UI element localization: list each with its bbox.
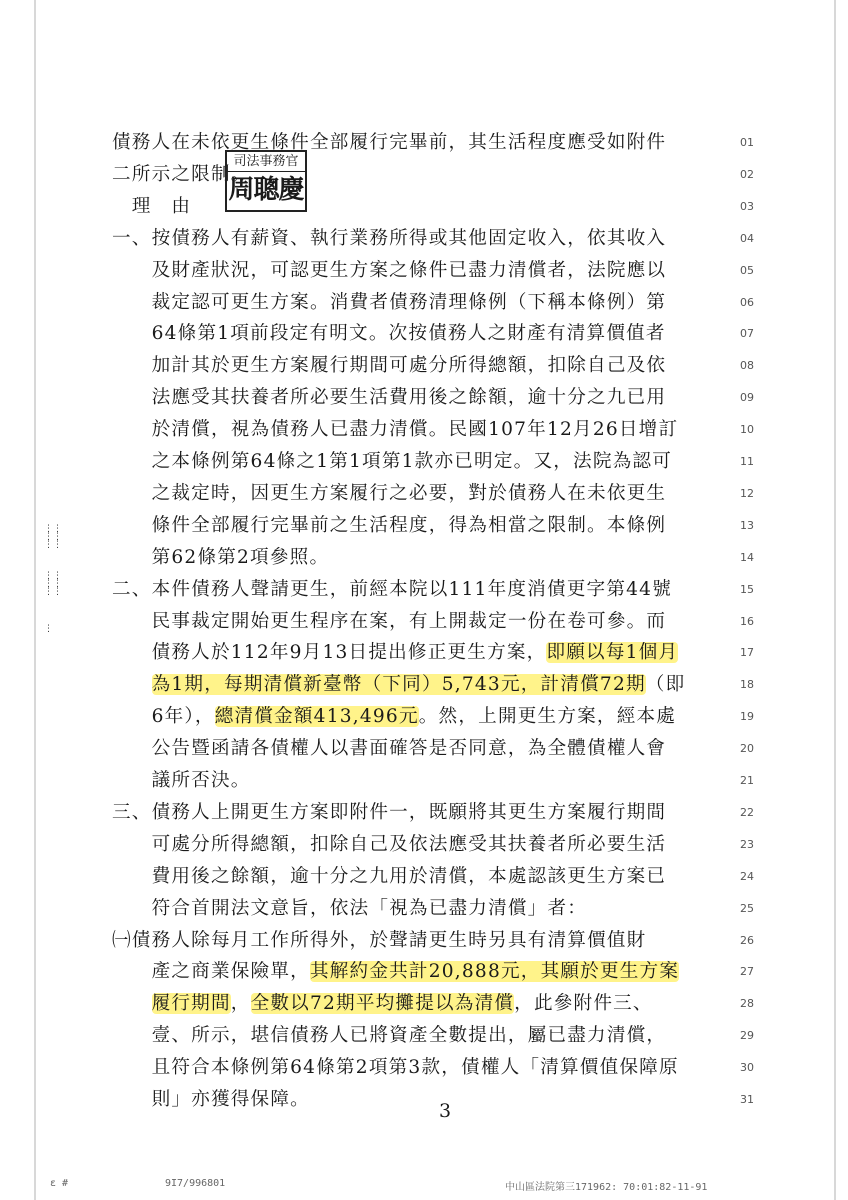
highlighted-text: 履行期間 xyxy=(151,993,231,1015)
stamp-title: 司法事務官 xyxy=(227,152,305,172)
document-line xyxy=(112,829,666,861)
footer-serial: 9I7/996801 xyxy=(165,1178,226,1189)
document-line xyxy=(112,765,251,797)
page-number: 3 xyxy=(439,1100,452,1122)
line-number: 20 xyxy=(740,742,754,756)
document-line xyxy=(112,669,685,701)
line-text: 議所否決。 xyxy=(112,770,251,791)
line-text: 民事裁定開始更生程序在案，有上開裁定一份在卷可參。而 xyxy=(112,610,667,632)
line-text: 裁定認可更生方案。消費者債務清理條例（下稱本條例）第 xyxy=(112,291,667,313)
line-text: ㈠債務人除每月工作所得外，於聲請更生時另具有清算價值財 xyxy=(112,929,647,951)
line-number: 05 xyxy=(740,263,754,277)
line-text: 且符合本條例第64條第2項第3款，債權人「清算價值保障原 xyxy=(112,1057,679,1079)
document-line xyxy=(112,350,666,382)
highlighted-text: 即願以每1個月 xyxy=(546,642,679,664)
document-line xyxy=(112,861,666,893)
line-text: 符合首開法文意旨，依法「視為已盡力清償」者： xyxy=(112,897,588,919)
document-line xyxy=(112,637,678,669)
line-number: 11 xyxy=(740,455,754,468)
line-text: 及財產狀況，可認更生方案之條件已盡力清償者，法院應以 xyxy=(112,259,667,281)
line-number: 03 xyxy=(740,199,754,213)
highlighted-text: 全數以72期平均攤提以為清償 xyxy=(250,993,515,1015)
document-line xyxy=(112,797,666,829)
document-line xyxy=(112,478,666,510)
line-number: 19 xyxy=(740,710,754,724)
document-line xyxy=(112,127,666,159)
document-line xyxy=(112,733,666,765)
line-number: 04 xyxy=(740,231,754,245)
line-text: 則」亦獲得保障。 xyxy=(112,1089,310,1110)
line-number: 13 xyxy=(740,518,754,532)
line-number: 30 xyxy=(740,1061,754,1075)
document-line xyxy=(112,574,672,606)
line-text: 二、本件債務人聲請更生，前經本院以111年度消債更字第44號 xyxy=(112,578,672,600)
document-line xyxy=(112,446,672,478)
line-number: 14 xyxy=(740,550,754,564)
line-text: 債務人於112年9月13日提出修正更生方案， xyxy=(112,642,547,664)
line-text: 加計其於更生方案履行期間可處分所得總額，扣除自己及依 xyxy=(112,355,667,377)
line-text: 公告暨函請各債權人以書面確答是否同意，為全體債權人會 xyxy=(112,738,667,760)
line-number: 15 xyxy=(740,582,754,596)
footer-left-mark: ε # xyxy=(50,1178,69,1189)
line-number: 09 xyxy=(740,391,754,405)
line-text: 。然，上開更生方案，經本處 xyxy=(418,706,677,728)
document-line xyxy=(112,1020,666,1052)
document-line xyxy=(112,318,666,350)
line-number: 22 xyxy=(740,805,754,819)
line-text: （即 xyxy=(645,674,686,696)
highlighted-text: 為1期，每期清償新臺幣（下同）5,743元，計清償72期 xyxy=(151,674,646,696)
document-line xyxy=(112,1052,679,1084)
document-line xyxy=(112,414,678,446)
line-number: 21 xyxy=(740,774,754,787)
line-number: 25 xyxy=(740,901,754,915)
line-text: 法應受其扶養者所必要生活費用後之餘額，逾十分之九已用 xyxy=(112,387,667,409)
line-number: 17 xyxy=(740,646,754,660)
line-text: ， xyxy=(230,993,251,1015)
binding-hole-marks-upper: ⋮⋮ ⋮⋮ ⋮⋮ xyxy=(44,524,62,550)
document-line xyxy=(112,287,666,319)
line-number: 29 xyxy=(740,1029,754,1043)
document-line xyxy=(112,988,653,1020)
page-edge-left xyxy=(34,0,36,1200)
line-number: 12 xyxy=(740,486,754,500)
line-text: 64條第1項前段定有明文。次按債務人之財產有清算價值者 xyxy=(112,323,666,345)
line-text: 費用後之餘額，逾十分之九用於清償，本處認該更生方案已 xyxy=(112,865,667,887)
page-edge-right xyxy=(834,0,836,1200)
document-line xyxy=(112,1084,310,1116)
line-text: 三、債務人上開更生方案即附件一，既願將其更生方案履行期間 xyxy=(112,801,667,823)
line-text: 可處分所得總額，扣除自己及依法應受其扶養者所必要生活 xyxy=(112,833,667,855)
line-number: 24 xyxy=(740,869,754,883)
line-number: 16 xyxy=(740,614,754,628)
document-line xyxy=(112,893,587,925)
line-number: 28 xyxy=(740,997,754,1011)
document-line xyxy=(112,606,666,638)
document-line xyxy=(112,382,666,414)
line-number: 07 xyxy=(740,327,754,341)
document-line xyxy=(112,701,676,733)
line-text: 條件全部履行完畢前之生活程度，得為相當之限制。本條例 xyxy=(112,514,667,536)
line-number: 08 xyxy=(740,359,754,373)
line-text: 一、按債務人有薪資、執行業務所得或其他固定收入，依其收入 xyxy=(112,227,667,249)
line-text xyxy=(112,674,152,695)
binding-hole-marks-middle: ⋮⋮ ⋮⋮ ⋮⋮ xyxy=(44,571,62,597)
line-number: 18 xyxy=(740,678,754,692)
document-line xyxy=(112,191,191,223)
highlighted-text: 總清償金額413,496元 xyxy=(214,706,419,728)
binding-hole-marks-lower: ⋮ xyxy=(44,624,53,634)
document-line xyxy=(112,255,666,287)
official-seal-stamp xyxy=(225,150,307,212)
line-text: 產之商業保險單， xyxy=(112,961,310,983)
document-line xyxy=(112,223,666,255)
line-text: 第62條第2項參照。 xyxy=(112,546,330,568)
line-text: 於清償，視為債務人已盡力清償。民國107年12月26日增訂 xyxy=(112,419,679,441)
line-text: 二所示之限制。 xyxy=(112,163,251,185)
line-text: 之裁定時，因更生方案履行之必要，對於債務人在未依更生 xyxy=(112,482,667,504)
line-number: 06 xyxy=(740,295,754,309)
line-text: 理 由 xyxy=(112,195,192,217)
line-text: ，此參附件三、 xyxy=(514,993,653,1015)
document-line xyxy=(112,510,666,542)
line-text xyxy=(112,993,152,1014)
line-number: 01 xyxy=(740,136,754,149)
line-number: 26 xyxy=(740,933,754,947)
line-number: 31 xyxy=(740,1093,754,1106)
highlighted-text: 其解約金共計20,888元，其願於更生方案 xyxy=(309,961,680,983)
line-text: 6年）， xyxy=(112,706,215,728)
line-number: 27 xyxy=(740,965,754,979)
document-line xyxy=(112,925,646,957)
line-number: 10 xyxy=(740,423,754,437)
line-text: 之本條例第64條之1第1項第1款亦已明定。又，法院為認可 xyxy=(112,451,672,472)
line-number: 02 xyxy=(740,167,754,181)
line-number: 23 xyxy=(740,837,754,851)
document-line xyxy=(112,542,329,574)
line-text: 壹、所示，堪信債務人已將資產全數提出，屬已盡力清償， xyxy=(112,1025,667,1047)
stamp-name: 周聰慶 xyxy=(228,175,304,205)
footer-print-info: 中山區法院第三171962: 70:01:82-11-91 xyxy=(505,1182,708,1193)
line-text: 債務人在未依更生條件全部履行完畢前，其生活程度應受如附件 xyxy=(112,132,667,153)
document-line xyxy=(112,956,679,988)
